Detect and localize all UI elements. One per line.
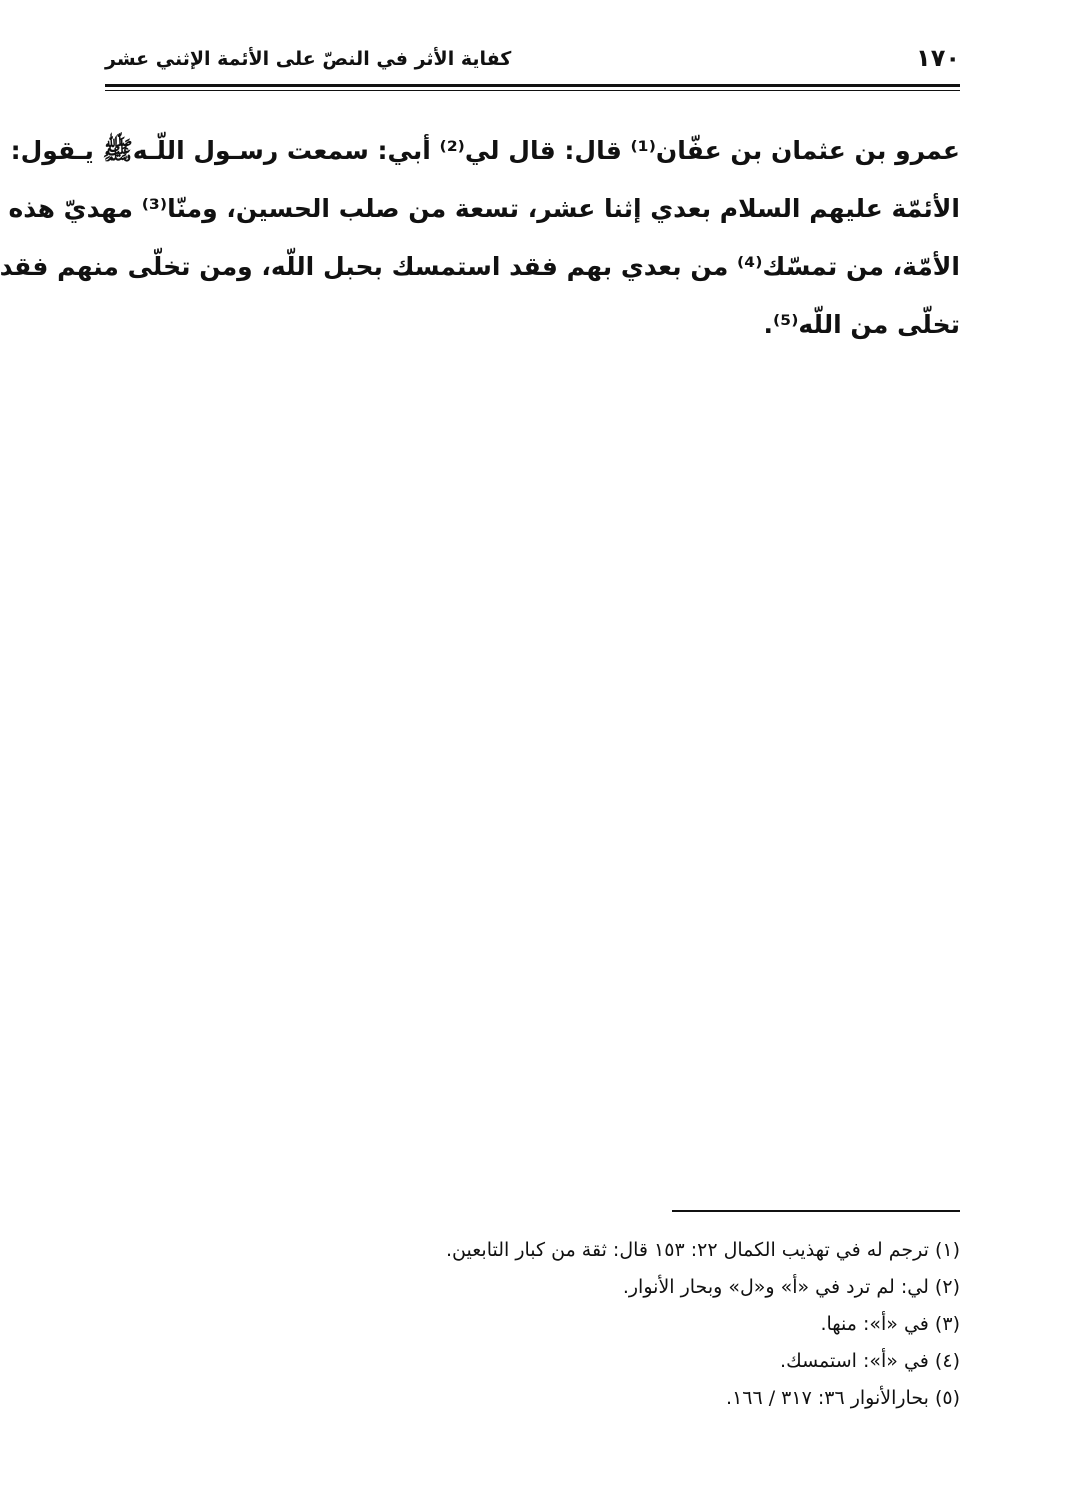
footnotes [105,1232,960,1417]
footnote: (٢) لي: لم ترد في «أ» و«ل» وبحار الأنوار. [622,1276,960,1298]
header-rule-thick [105,84,960,87]
footnote: (٥) بحارالأنوار ٣٦: ٣١٧ / ١٦٦. [726,1387,960,1409]
footnote: (١) ترجم له في تهذيب الكمال ٢٢: ١٥٣ قال: ثقة من كبار التابعين. [446,1239,960,1261]
footnote-separator [672,1210,960,1212]
page-number: ١٧٠ [916,44,960,72]
footnote: (٣) في «أ»: منها. [820,1313,960,1335]
main-text [0,122,960,354]
running-title: كفاية الأثر في النصّ على الأئمة الإثني عشر [105,48,512,70]
header-rule-thin [105,90,960,91]
text-line: الأئمّة عليهم السلام بعدي إثنا عشر، تسعة من صلب الحسين، ومنّا⁽³⁾ مهديّ هذه [8,194,960,223]
text-line: عمرو بن عثمان بن عفّان⁽¹⁾ قال: قال لي⁽²⁾ أبي: سمعت رسـول اللّـهﷺ يـقول: [10,136,960,165]
running-header [105,40,960,80]
text-line: تخلّى من اللّه⁽⁵⁾. [763,310,960,339]
footnote: (٤) في «أ»: استمسك. [780,1350,960,1372]
text-line: الأمّة، من تمسّك⁽⁴⁾ من بعدي بهم فقد استمسك بحبل اللّه، ومن تخلّى منهم فقد [0,252,960,281]
